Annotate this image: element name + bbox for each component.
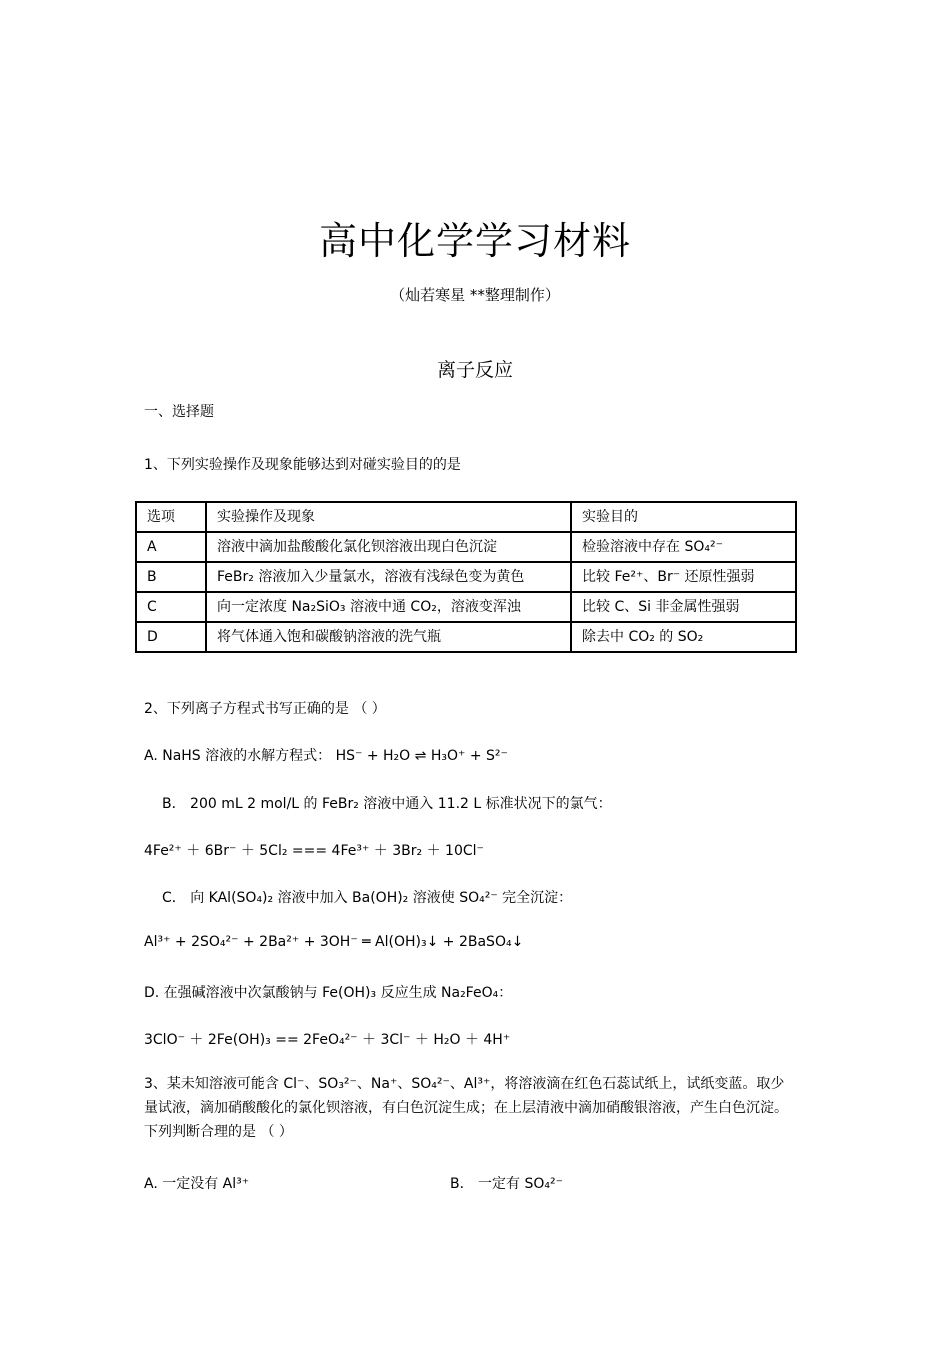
table-cell-option: B (136, 562, 206, 592)
table-header-cell: 选项 (136, 502, 206, 532)
question-2-option-b: B． 200 mL 2 mol/L 的 FeBr₂ 溶液中通入 11.2 L 标准状况下的氯气： (162, 796, 612, 812)
table-cell-purpose: 比较 Fe²⁺、Br⁻ 还原性强弱 (571, 562, 796, 592)
document-title: 高中化学学习材料 (318, 219, 631, 263)
table-row (136, 592, 796, 622)
question-2-option-d: D. 在强碱溶液中次氯酸钠与 Fe(OH)₃ 反应生成 Na₂FeO₄： (144, 985, 513, 1001)
table-cell-operation: FeBr₂ 溶液加入少量氯水，溶液有浅绿色变为黄色 (206, 562, 571, 592)
table-cell-purpose: 比较 C、Si 非金属性强弱 (571, 592, 796, 622)
part-heading: 一、选择题 (144, 404, 214, 420)
table-header-row (136, 502, 796, 532)
table-cell-operation: 向一定浓度 Na₂SiO₃ 溶液中通 CO₂，溶液变浑浊 (206, 592, 571, 622)
table-row (136, 532, 796, 562)
table-cell-operation: 将气体通入饱和碳酸钠溶液的洗气瓶 (206, 622, 571, 652)
experiment-table (135, 501, 797, 653)
section-title: 离子反应 (436, 359, 513, 381)
table-cell-option: C (136, 592, 206, 622)
table-row (136, 562, 796, 592)
table-cell-option: A (136, 532, 206, 562)
table-header-cell: 实验目的 (571, 502, 796, 532)
table-cell-operation: 溶液中滴加盐酸酸化氯化钡溶液出现白色沉淀 (206, 532, 571, 562)
question-2-option-b-equation: 4Fe²⁺ ＋ 6Br⁻ ＋ 5Cl₂ === 4Fe³⁺ ＋ 3Br₂ ＋ 10Cl⁻ (144, 843, 484, 859)
question-3-option-a: A. 一定没有 Al³⁺ (144, 1176, 250, 1192)
question-2-option-d-equation: 3ClO⁻ ＋ 2Fe(OH)₃ == 2FeO₄²⁻ ＋ 3Cl⁻ ＋ H₂O ＋ 4H⁺ (144, 1032, 511, 1048)
question-1-stem: 1、下列实验操作及现象能够达到对碰实验目的的是 (144, 457, 461, 473)
question-2-option-c: C． 向 KAl(SO₄)₂ 溶液中加入 Ba(OH)₂ 溶液使 SO₄²⁻ 完全沉淀： (162, 890, 573, 906)
table-cell-purpose: 除去中 CO₂ 的 SO₂ (571, 622, 796, 652)
question-3-option-b: B． 一定有 SO₄²⁻ (450, 1176, 564, 1192)
document-subtitle: （灿若寒星 **整理制作） (390, 286, 560, 304)
table-row (136, 622, 796, 652)
question-2-stem: 2、下列离子方程式书写正确的是 （ ） (144, 701, 386, 717)
table-header-cell: 实验操作及现象 (206, 502, 571, 532)
question-3-stem: 3、某未知溶液可能含 Cl⁻、SO₃²⁻、Na⁺、SO₄²⁻、Al³⁺，将溶液滴在红色石蕊试纸上，试纸变蓝。取少量试液，滴加硝酸酸化的氯化钡溶液，有白色沉淀生成；在上层清液中滴加硝酸银溶液，产生白色沉淀。下列判断合理的是 （ ） (144, 1076, 788, 1140)
table-cell-option: D (136, 622, 206, 652)
question-2-option-c-equation: Al³⁺ + 2SO₄²⁻ + 2Ba²⁺ + 3OH⁻ ═ Al(OH)₃↓ + 2BaSO₄↓ (144, 934, 524, 950)
question-2-option-a: A. NaHS 溶液的水解方程式： HS⁻ + H₂O ⇌ H₃O⁺ + S²⁻ (144, 748, 508, 764)
table-cell-purpose: 检验溶液中存在 SO₄²⁻ (571, 532, 796, 562)
